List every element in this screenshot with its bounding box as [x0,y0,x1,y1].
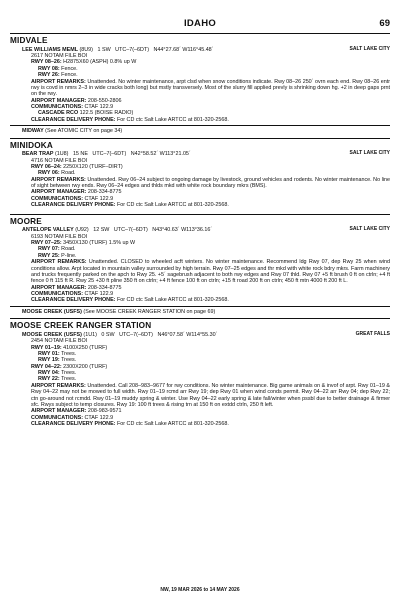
airport-name: BEAR TRAP [22,151,54,158]
runway-value: H2875X60 (ASPH) 0.8% up W [63,59,137,66]
comm-label: COMMUNICATIONS: [31,414,84,421]
city-heading: MIDVALE [10,36,48,45]
manager-phone: 208-334-8775 [87,284,122,291]
airport-ident: (1U8) [54,151,69,158]
airport-ident: (1U1) [83,331,97,338]
manager-label: AIRPORT MANAGER: [31,284,87,291]
elevation-notam: 4716 NOTAM FILE BOI [31,157,88,164]
runway-end-label: RWY 04: [38,370,60,377]
chart-name: SALT LAKE CITY [349,150,390,157]
clearance-label: CLEARANCE DELIVERY PHONE: [31,297,116,304]
elevation-notam: 2617 NOTAM FILE BOI [31,53,88,60]
airport-coords: N44°27.68´ W116°45.48´ [153,46,214,53]
runway-end-label: RWY 25: [38,252,60,259]
comm-value: CTAF 122.9 [84,104,114,111]
airport-entry [22,151,390,208]
airport-timezone: UTC–7(–6DT) [113,227,148,234]
airport-name: ANTELOPE VALLEY [22,227,74,234]
remarks-label: AIRPORT REMARKS: [31,382,86,389]
airport-timezone: UTC–7(–6DT) [119,331,153,338]
clearance-value: For CD ctc Salt Lake ARTCC at 801-320-2568. [116,202,229,209]
airport-location: 1 SW [97,46,111,53]
city-heading: MINIDOKA [10,138,390,151]
xref-text: (See MOOSE CREEK RANGER STATION on page 69) [83,308,216,315]
remarks-text: Unattended. Call 208–983–9677 for rwy conditions. No winter maintenance. Big game animals on & invof of arpt. Rwy 01–19 & Rwy 04–22 may not be mowed to full width. Rwy 01–19 rcmd arr Rwy 19; dep Rwy 01 when wind conds permit. Rwy 04–22 arr Rwy 04; dep Rwy 22; ctn go-around not rcmdd. Rwy 01–19 muddy spring & winter. Use Rwy 04–22 early spring & late fall/winter when pssbl due to better drainage & firmer sfc. Rwys subject to temp closures. Rwy 19: 100 ft trees & rising trn at 150 ft on extdd ctrln, 250 ft left. [31,382,390,408]
remarks-label: AIRPORT REMARKS: [31,176,86,183]
airport-location: 0 SW [101,331,115,338]
remarks-label: AIRPORT REMARKS: [31,78,86,85]
runway-end-value: Fence. [61,72,78,79]
runway-end-value: P-line. [61,252,77,259]
page-number: 69 [379,18,390,29]
clearance-label: CLEARANCE DELIVERY PHONE: [31,421,116,428]
comm-label: COMMUNICATIONS: [31,104,84,111]
runway-end-label: RWY 08: [38,65,60,72]
cross-reference [10,125,390,134]
comm-value: CTAF 122.9 [84,291,114,298]
manager-label: AIRPORT MANAGER: [31,97,87,104]
page-footer: NW, 19 MAR 2026 to 14 MAY 2026 [160,587,240,593]
airport-name: MOOSE CREEK (USFS) [22,331,82,338]
runway-value: 4100X250 (TURF) [63,344,108,351]
airport-timezone: UTC–7(–6DT) [115,46,150,53]
remarks-label: AIRPORT REMARKS: [31,259,87,266]
clearance-label: CLEARANCE DELIVERY PHONE: [31,116,116,123]
airport-coords: N42°58.52´ W113°21.05´ [130,151,191,158]
runway-value: 3450X130 (TURF) 1.5% up W [63,240,136,247]
airport-timezone: UTC–7(–6DT) [92,151,127,158]
city-heading: MOOSE CREEK RANGER STATION [10,318,390,331]
cross-reference [10,306,390,315]
remarks-text: Unattended. No winter maintenance, arpt clsd when snow conditions indicate. Rwy 08–26 250´ ovrn each end. Rwy 08–26 entr rwy is covd in nmrs 2–3 in wide cracks both long) but mstly transversely. Most of the slurry fill applied prevly is shrinking down hg. +2 in deep gaps prnt on the rwy. [31,78,390,98]
clearance-value: For CD ctc Salt Lake ARTCC at 801-320-2568. [116,421,229,428]
airport-coords: N46°07.58´ W114°55.30´ [157,331,218,338]
airport-ident: (8U9) [79,46,93,53]
runway-label: RWY 08–26: [31,59,62,66]
runway-end-label: RWY 01: [38,350,60,357]
runway-label: RWY 01–19: [31,344,62,351]
manager-phone: 208-334-8775 [87,189,122,196]
airport-ident: (U92) [75,227,89,234]
airport-location: 15 NE [72,151,88,158]
airport-location: 12 SW [93,227,110,234]
elevation-notam: 2454 NOTAM FILE BOI [31,338,88,345]
runway-label: RWY 06–24: [31,163,62,170]
airport-entry [22,227,390,304]
comm-value: CTAF 122.9 [84,414,114,421]
clearance-value: For CD ctc Salt Lake ARTCC at 801-320-2568. [116,116,229,123]
runway-end-label: RWY 19: [38,357,60,364]
runway-end-value: Road. [61,170,76,177]
runway-end-value: Trees. [61,350,77,357]
chart-name: SALT LAKE CITY [349,45,390,52]
city-heading: MOORE [10,214,390,227]
runway-end-value: Road. [61,246,76,253]
chart-name: SALT LAKE CITY [349,226,390,233]
airport-name: LEE WILLIAMS MEML [22,46,78,53]
clearance-label: CLEARANCE DELIVERY PHONE: [31,202,116,209]
runway-end-label: RWY 26: [38,72,60,79]
rco-value: 122.5 (BOISE RADIO) [79,110,134,117]
runway-end-value: Fence. [61,65,78,72]
page-header [10,18,390,32]
manager-phone: 208-550-2806 [87,97,122,104]
runway-value: 2250X120 (TURF–DIRT) [63,163,123,170]
chart-name: GREAT FALLS [355,330,390,337]
comm-value: CTAF 122.9 [84,195,114,202]
runway-end-label: RWY 06: [38,170,60,177]
remarks-text: Unattended. Rwy 06–24 subject to ongoing damage by livestock, ground vehicles and rodents. No winter maintenance. No line of sight between rwy ends. Rwy 06–24 edges and thlds mkd with white rock boundary mkrs (BMS). [31,176,390,190]
manager-phone: 208-983-9571 [87,408,122,415]
runway-label: RWY 04–22: [31,363,62,370]
manager-label: AIRPORT MANAGER: [31,408,87,415]
xref-name: MOOSE CREEK (USFS) [22,308,82,315]
xref-name: MIDWAY [22,128,44,135]
directory-content [10,36,390,427]
runway-end-value: Trees. [61,370,77,377]
runway-end-value: Trees. [61,357,77,364]
xref-text: (See ATOMIC CITY on page 34) [45,128,123,135]
comm-label: COMMUNICATIONS: [31,195,84,202]
runway-label: RWY 07–25: [31,240,62,247]
airport-entry [22,47,390,124]
rco-label: CASCADE RCO [38,110,79,117]
header-rule [10,33,390,34]
remarks-text: Unattended. CLOSED to wheeled acft winters. No winter maintenance. Recommend ldg Rwy 07, dep Rwy 25 when wind conditions allow. Arpt located in mountain valley surrounded by high terrain. Rwy 07–25 edges and thr mkd with white rock bdry mkrs. Farm machinery and trucks frequently parked on the apch to Rwy 25. +5´ sagebrush adjacent to both rwy edges and Rwy 07 thld. Rwy 07 +5 ft brush 0 ft on ctrln; +4 ft fence 0 ft 115 ft R. Rwy 25 +30 ft pline 350 ft on ctrln; +4 ft fence 100 ft on ctrln; +15 ft road 200 ft on ctrln; 450 ft mtn 4000 ft 200 ft L. [31,259,391,285]
airport-entry [22,332,390,428]
runway-end-value: Trees. [61,376,77,383]
airport-coords: N43°40.63´ W113°36.16´ [152,227,213,234]
state-title: IDAHO [183,18,217,29]
clearance-value: For CD ctc Salt Lake ARTCC at 801-320-2568. [116,297,229,304]
runway-end-label: RWY 22: [38,376,60,383]
elevation-notam: 6193 NOTAM FILE BOI [31,233,88,240]
runway-value: 2300X200 (TURF) [63,363,108,370]
comm-label: COMMUNICATIONS: [31,291,84,298]
manager-label: AIRPORT MANAGER: [31,189,87,196]
runway-end-label: RWY 07: [38,246,60,253]
